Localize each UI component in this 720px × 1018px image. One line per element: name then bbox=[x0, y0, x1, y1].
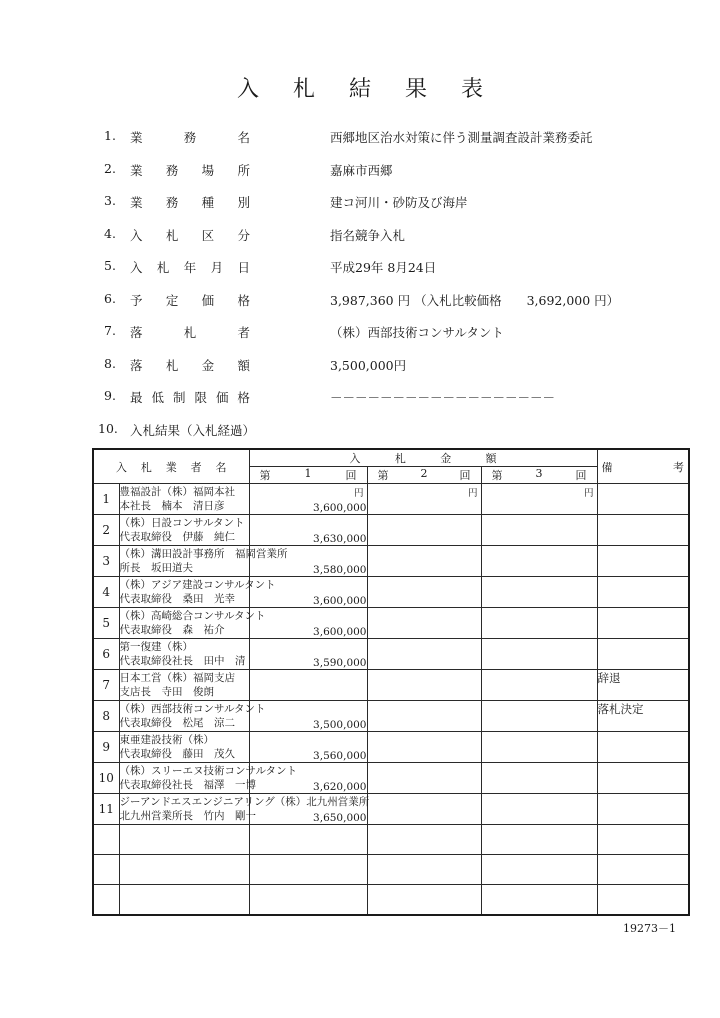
label-char: 務 bbox=[165, 162, 179, 178]
round1-amount bbox=[249, 515, 367, 546]
round2-amount bbox=[367, 763, 481, 794]
bidder-cell bbox=[119, 577, 276, 608]
label-char: 場 bbox=[201, 162, 215, 178]
row-number: 3 bbox=[93, 546, 119, 577]
header-char: 者 bbox=[190, 460, 202, 474]
round1-amount bbox=[249, 608, 367, 639]
remarks-cell: 落札決定 bbox=[597, 701, 689, 732]
label-char: 種 bbox=[201, 195, 215, 210]
info-label bbox=[130, 161, 250, 179]
label-char: 定 bbox=[165, 292, 179, 308]
info-label bbox=[130, 356, 250, 374]
amount-value: 3,590,000 bbox=[313, 657, 367, 669]
label-char: 分 bbox=[237, 227, 250, 243]
label-char: 月 bbox=[210, 260, 224, 275]
label-char: 名 bbox=[237, 130, 250, 145]
info-label bbox=[130, 421, 256, 439]
info-value: －－－－－－－－－－－－－－－－－－ bbox=[330, 390, 556, 405]
row-number: 11 bbox=[93, 794, 119, 825]
label-char: 務 bbox=[183, 130, 197, 145]
bidder-representative: 代表取締役 藤田 茂久 bbox=[119, 748, 235, 760]
header-char: 1 bbox=[304, 467, 312, 480]
table-row bbox=[93, 732, 689, 763]
round2-header bbox=[367, 467, 481, 484]
round3-amount bbox=[481, 546, 597, 577]
bidder-cell bbox=[119, 763, 298, 794]
remarks-cell bbox=[597, 484, 689, 515]
bidder-company: 日本工営（株）福岡支店 bbox=[119, 672, 235, 684]
remarks-cell bbox=[597, 577, 689, 608]
label-char: 札 bbox=[165, 357, 179, 373]
table-row bbox=[93, 763, 689, 794]
bidder-representative: 代表取締役 桑田 光幸 bbox=[119, 593, 235, 605]
info-number: 5. bbox=[104, 258, 116, 273]
round3-amount bbox=[481, 794, 597, 825]
row-number: 6 bbox=[93, 639, 119, 670]
info-value: 3,987,360 円 （入札比較価格 3,692,000 円） bbox=[330, 292, 620, 308]
label-char: 務 bbox=[165, 195, 179, 210]
info-row bbox=[104, 193, 704, 226]
label-char: 者 bbox=[237, 325, 250, 340]
header-char: 回 bbox=[575, 469, 587, 482]
round1-amount bbox=[249, 701, 367, 732]
label-char: 別 bbox=[237, 195, 250, 210]
amount-value: 3,650,000 bbox=[313, 812, 367, 824]
table-row bbox=[93, 670, 689, 701]
header-char: 名 bbox=[215, 460, 227, 474]
label-char: 札 bbox=[165, 227, 179, 243]
label-char: 業 bbox=[130, 162, 143, 178]
table-row bbox=[93, 794, 689, 825]
info-row bbox=[104, 226, 704, 259]
table-row bbox=[93, 515, 689, 546]
header-char: 入 bbox=[349, 452, 361, 465]
round3-amount bbox=[481, 577, 597, 608]
round1-amount bbox=[249, 639, 367, 670]
bidder-company: （株）アジア建設コンサルタント bbox=[119, 579, 276, 591]
header-char: 札 bbox=[140, 460, 152, 474]
info-label bbox=[130, 128, 250, 146]
info-number: 6. bbox=[104, 290, 116, 306]
label-char: 業 bbox=[130, 130, 143, 145]
info-value: 指名競争入札 bbox=[330, 227, 406, 243]
row-number: 4 bbox=[93, 577, 119, 608]
amount-value: 3,630,000 bbox=[313, 533, 367, 545]
bidder-representative: 代表取締役 森 祐介 bbox=[119, 624, 225, 636]
round3-amount bbox=[481, 484, 597, 515]
header-char: 備 bbox=[601, 460, 613, 474]
remarks-cell bbox=[597, 546, 689, 577]
header-char: 業 bbox=[165, 460, 177, 474]
label-char: 所 bbox=[237, 162, 250, 178]
info-number: 2. bbox=[104, 160, 116, 176]
amount-value: 3,600,000 bbox=[313, 626, 367, 638]
round3-amount bbox=[481, 639, 597, 670]
row-number: 8 bbox=[93, 701, 119, 732]
header-char: 第 bbox=[491, 469, 503, 482]
label-char: 落 bbox=[130, 357, 143, 373]
label-char: 低 bbox=[151, 390, 164, 405]
round1-amount bbox=[249, 794, 367, 825]
info-row bbox=[104, 291, 704, 324]
label-char: 金 bbox=[201, 357, 215, 373]
round3-amount bbox=[481, 670, 597, 701]
label-char: 制 bbox=[172, 390, 186, 405]
label-char: 落 bbox=[130, 325, 143, 340]
bidder-company: （株）日設コンサルタント bbox=[119, 517, 245, 529]
round1-amount bbox=[249, 670, 367, 701]
info-value: 3,500,000円 bbox=[330, 357, 407, 373]
info-number: 10. bbox=[98, 420, 118, 436]
bidder-company: 第一復建（株） bbox=[119, 641, 193, 653]
round1-amount bbox=[249, 484, 367, 515]
header-char: 3 bbox=[535, 467, 543, 480]
bid-results-table bbox=[92, 448, 690, 916]
label-char: 入札結果（入札経過） bbox=[130, 422, 256, 438]
info-value: 嘉麻市西郷 bbox=[330, 162, 393, 178]
row-number: 1 bbox=[93, 484, 119, 515]
table-row bbox=[93, 639, 689, 670]
remarks-cell bbox=[597, 608, 689, 639]
bidder-header bbox=[93, 449, 249, 484]
round3-header bbox=[481, 467, 597, 484]
document-number: 19273－1 bbox=[623, 922, 676, 935]
info-label bbox=[130, 323, 250, 341]
bidder-cell bbox=[119, 732, 249, 763]
round2-amount bbox=[367, 670, 481, 701]
remarks-cell bbox=[597, 639, 689, 670]
info-row bbox=[104, 388, 704, 421]
label-char: 格 bbox=[237, 390, 250, 405]
row-number: 2 bbox=[93, 515, 119, 546]
bidder-representative: 代表取締役 伊藤 純仁 bbox=[119, 531, 235, 543]
bidder-representative: 代表取締役 松尾 涼二 bbox=[119, 717, 235, 729]
header-char: 札 bbox=[394, 452, 406, 465]
info-value: 建コ河川・砂防及び海岸 bbox=[330, 195, 468, 210]
remarks-cell bbox=[597, 732, 689, 763]
amount-value: 3,600,000 bbox=[313, 502, 367, 514]
bidder-cell bbox=[119, 608, 266, 639]
header-char: 考 bbox=[673, 460, 685, 474]
label-char: 入 bbox=[130, 260, 143, 275]
row-number: 5 bbox=[93, 608, 119, 639]
header-char: 額 bbox=[485, 452, 497, 465]
bidder-cell bbox=[119, 701, 266, 732]
bidder-cell bbox=[119, 515, 249, 546]
label-char: 予 bbox=[130, 292, 143, 308]
round2-amount bbox=[367, 701, 481, 732]
header-char: 第 bbox=[259, 469, 271, 482]
info-row bbox=[104, 258, 704, 291]
bidder-cell bbox=[119, 639, 249, 670]
label-char: 業 bbox=[130, 195, 143, 210]
info-row bbox=[104, 356, 704, 389]
yen-unit: 円 bbox=[584, 488, 594, 499]
amount-value: 3,600,000 bbox=[313, 595, 367, 607]
row-number: 10 bbox=[93, 763, 119, 794]
round3-amount bbox=[481, 763, 597, 794]
row-number: 9 bbox=[93, 732, 119, 763]
info-label bbox=[130, 291, 250, 309]
header-char: 入 bbox=[116, 460, 127, 474]
table-row bbox=[93, 546, 689, 577]
label-char: 札 bbox=[156, 260, 170, 275]
header-char: 回 bbox=[459, 469, 471, 482]
remarks-cell: 辞退 bbox=[597, 670, 689, 701]
bidder-cell bbox=[119, 484, 249, 515]
bidder-cell bbox=[119, 546, 288, 577]
bidder-company: ジーアンドエスエンジニアリング（株）北九州営業所 bbox=[119, 796, 370, 808]
amount-value: 3,500,000 bbox=[313, 719, 367, 731]
page-title: 入 札 結 果 表 bbox=[236, 77, 484, 102]
amount-value: 3,620,000 bbox=[313, 781, 367, 793]
info-label bbox=[130, 258, 250, 276]
round2-amount bbox=[367, 515, 481, 546]
label-char: 額 bbox=[237, 357, 250, 373]
label-char: 札 bbox=[183, 325, 197, 340]
remarks-cell bbox=[597, 763, 689, 794]
info-label bbox=[130, 193, 250, 211]
bidder-representative: 本社長 楠本 清日彦 bbox=[119, 500, 225, 512]
info-section bbox=[98, 128, 704, 453]
round2-amount bbox=[367, 639, 481, 670]
label-char: 日 bbox=[237, 260, 250, 275]
info-row bbox=[104, 323, 704, 356]
round1-amount bbox=[249, 577, 367, 608]
label-char: 区 bbox=[201, 227, 215, 243]
bidder-representative: 支店長 寺田 俊朗 bbox=[119, 686, 214, 698]
remarks-cell bbox=[597, 794, 689, 825]
round1-amount bbox=[249, 732, 367, 763]
round1-header bbox=[249, 467, 367, 484]
remarks-cell bbox=[597, 515, 689, 546]
yen-unit: 円 bbox=[353, 488, 364, 499]
empty-row bbox=[93, 855, 689, 885]
bidder-representative: 代表取締役社長 福澤 一博 bbox=[119, 779, 256, 791]
info-number: 3. bbox=[104, 193, 116, 208]
round3-amount bbox=[481, 515, 597, 546]
round3-amount bbox=[481, 701, 597, 732]
label-char: 限 bbox=[194, 390, 207, 405]
label-char: 価 bbox=[201, 292, 215, 308]
bidder-company: （株）西部技術コンサルタント bbox=[119, 703, 266, 715]
info-value: （株）西部技術コンサルタント bbox=[330, 325, 504, 340]
row-number: 7 bbox=[93, 670, 119, 701]
table-row bbox=[93, 701, 689, 732]
label-char: 最 bbox=[130, 390, 143, 405]
round2-amount bbox=[367, 608, 481, 639]
bidder-company: （株）高崎総合コンサルタント bbox=[119, 610, 266, 622]
round2-amount bbox=[367, 484, 481, 515]
info-row bbox=[104, 128, 704, 161]
bidder-company: （株）溝田設計事務所 福岡営業所 bbox=[119, 548, 288, 560]
table-row bbox=[93, 608, 689, 639]
bidder-company: 東亜建設技術（株） bbox=[119, 734, 214, 746]
bidder-representative: 所長 坂田道夫 bbox=[119, 562, 193, 574]
info-value: 平成29年 8月24日 bbox=[330, 260, 437, 275]
header-char: 金 bbox=[440, 452, 452, 465]
info-label bbox=[130, 388, 250, 406]
bidder-company: （株）スリーエヌ技術コンサルタント bbox=[119, 765, 298, 777]
label-char: 年 bbox=[183, 260, 197, 275]
label-char: 入 bbox=[130, 227, 143, 243]
empty-row bbox=[93, 885, 689, 916]
round2-amount bbox=[367, 577, 481, 608]
info-number: 9. bbox=[104, 388, 116, 403]
round1-amount bbox=[249, 763, 367, 794]
info-value: 西郷地区治水対策に伴う測量調査設計業務委託 bbox=[330, 130, 593, 145]
info-number: 1. bbox=[104, 128, 116, 143]
label-char: 価 bbox=[215, 390, 229, 405]
amount-value: 3,580,000 bbox=[313, 564, 367, 576]
amount-header bbox=[249, 449, 597, 467]
remarks-header bbox=[597, 449, 689, 484]
info-number: 8. bbox=[104, 355, 116, 371]
header-char: 2 bbox=[420, 467, 428, 480]
empty-row bbox=[93, 825, 689, 855]
info-label bbox=[130, 226, 250, 244]
bidder-representative: 代表取締役社長 田中 清 bbox=[119, 655, 246, 667]
round3-amount bbox=[481, 732, 597, 763]
yen-unit: 円 bbox=[467, 488, 478, 499]
info-number: 4. bbox=[104, 225, 116, 241]
round2-amount bbox=[367, 732, 481, 763]
bidder-representative: 北九州営業所長 竹内 剛一 bbox=[119, 810, 256, 822]
table-row bbox=[93, 484, 689, 515]
label-char: 格 bbox=[237, 292, 250, 308]
info-number: 7. bbox=[104, 323, 116, 338]
bidder-cell bbox=[119, 670, 249, 701]
round2-amount bbox=[367, 794, 481, 825]
round3-amount bbox=[481, 608, 597, 639]
round2-amount bbox=[367, 546, 481, 577]
header-char: 回 bbox=[345, 469, 357, 482]
bidder-company: 豊福設計（株）福岡本社 bbox=[119, 486, 235, 498]
table-row bbox=[93, 577, 689, 608]
header-char: 第 bbox=[377, 469, 389, 482]
info-row bbox=[104, 161, 704, 194]
amount-value: 3,560,000 bbox=[313, 750, 367, 762]
round1-amount bbox=[249, 546, 367, 577]
